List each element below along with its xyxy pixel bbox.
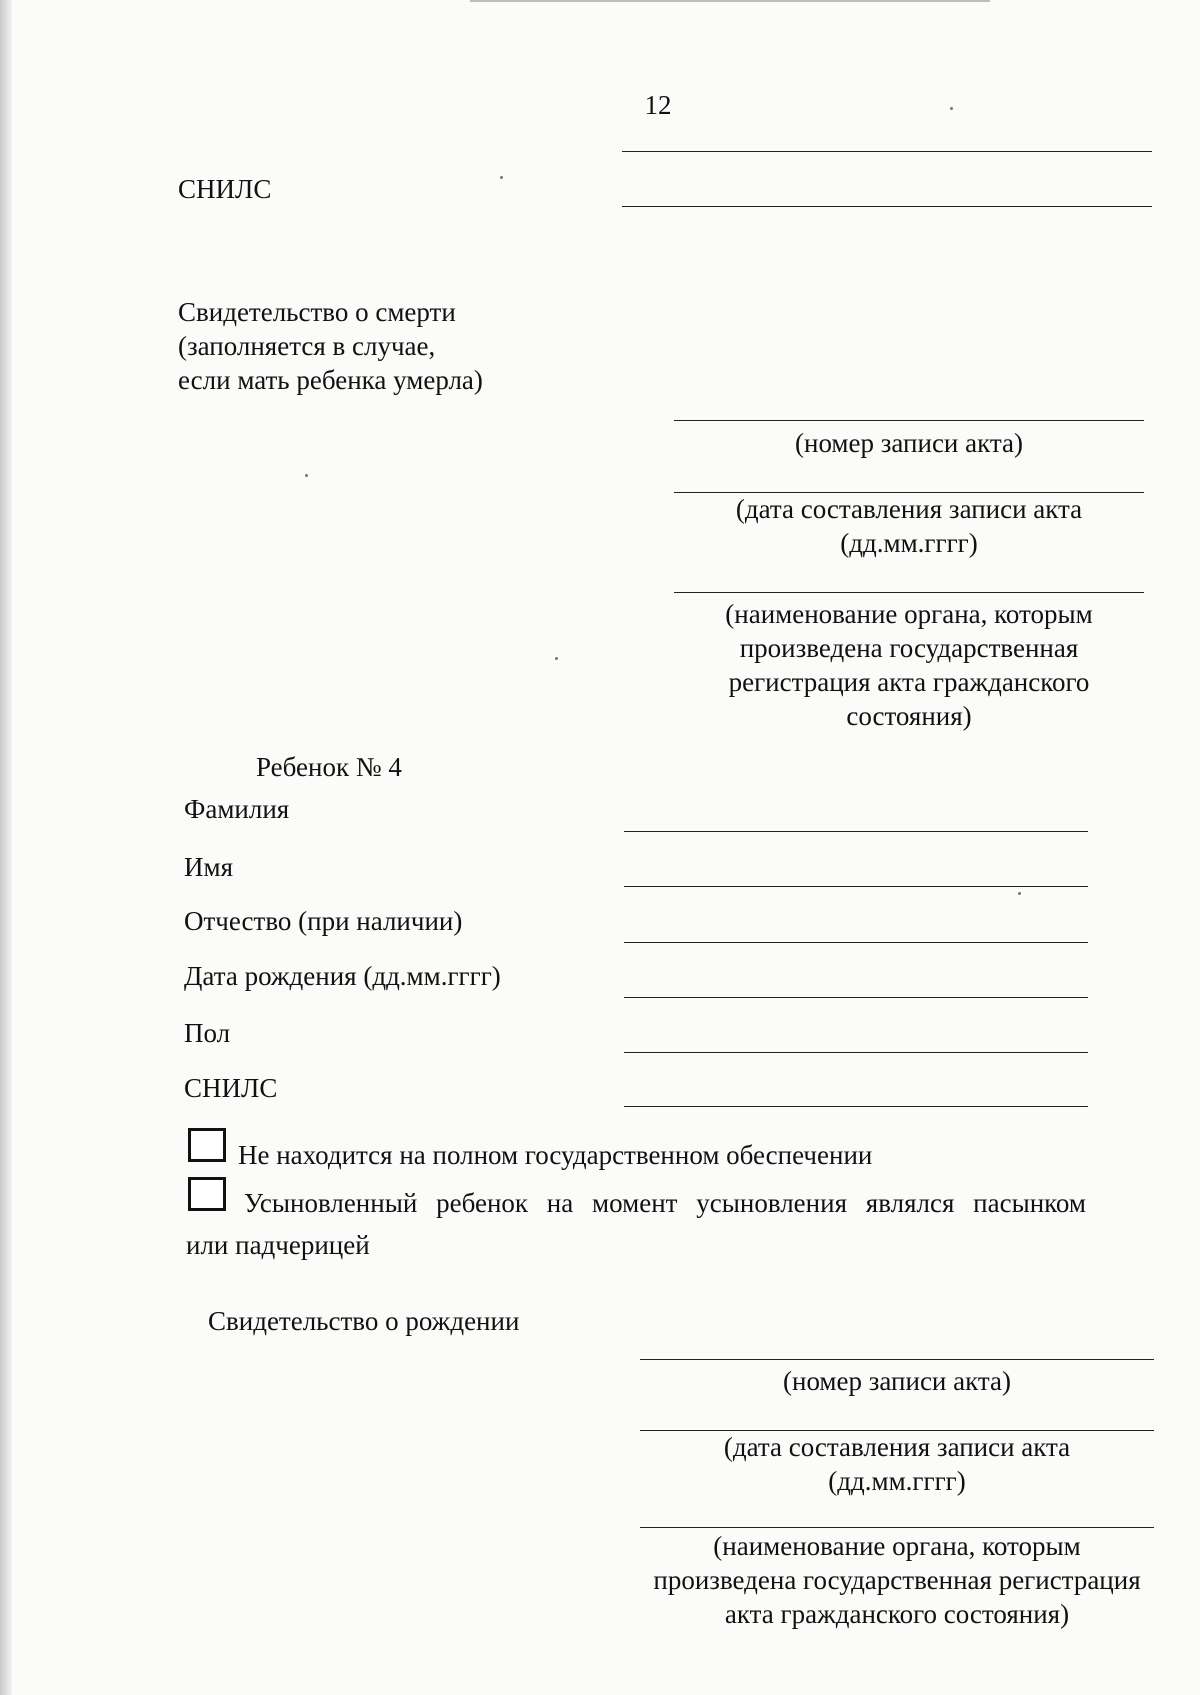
- child-name-field[interactable]: [624, 856, 1088, 887]
- adopted-stepchild-label-line-2: или падчерицей: [186, 1230, 370, 1260]
- scan-speck: [950, 107, 953, 110]
- birth-authority-field[interactable]: [640, 1497, 1154, 1528]
- child-birth-date-field[interactable]: [624, 967, 1088, 998]
- birth-record-number-field[interactable]: [640, 1329, 1154, 1360]
- adopted-stepchild-label-line-1: Усыновленный ребенок на момент усыновления являлся пасынком: [244, 1188, 1086, 1218]
- scan-top-line: [470, 0, 990, 2]
- death-certificate-label: Свидетельство о смерти (заполняется в случае, если мать ребенка умерла): [178, 297, 483, 395]
- child-snils-field[interactable]: [624, 1076, 1088, 1107]
- child-surname-label: Фамилия: [184, 794, 290, 824]
- child-surname-field[interactable]: [624, 801, 1088, 832]
- birth-record-number-caption: (номер записи акта): [783, 1366, 1011, 1396]
- death-record-date-field[interactable]: [674, 462, 1144, 493]
- scan-speck: [305, 474, 308, 477]
- child-name-label: Имя: [184, 852, 234, 882]
- death-record-date-caption: (дата составления записи акта (дд.мм.гггг): [735, 494, 1083, 558]
- death-record-number-field[interactable]: [674, 390, 1144, 421]
- child-sex-field[interactable]: [624, 1022, 1088, 1053]
- birth-record-date-caption: (дата составления записи акта (дд.мм.гггг): [723, 1432, 1071, 1496]
- birth-authority-caption: (наименование органа, которым произведена государственная регистрация акта гражданского состояния): [653, 1531, 1141, 1629]
- page-number: 12: [644, 90, 672, 120]
- scan-speck: [500, 176, 503, 179]
- child-sex-label: Пол: [184, 1018, 231, 1048]
- scan-edge-shadow: [0, 0, 12, 1695]
- death-authority-caption: (наименование органа, которым произведена государственная регистрация акта гражданского состояния): [725, 599, 1093, 731]
- child-heading: Ребенок № 4: [256, 752, 402, 782]
- child-patronymic-field[interactable]: [624, 912, 1088, 943]
- not-state-support-checkbox[interactable]: [188, 1128, 226, 1162]
- birth-certificate-label: Свидетельство о рождении: [208, 1306, 520, 1336]
- adopted-stepchild-checkbox[interactable]: [188, 1177, 226, 1211]
- death-record-number-caption: (номер записи акта): [795, 428, 1023, 458]
- scan-speck: [1018, 892, 1021, 895]
- death-authority-field[interactable]: [674, 562, 1144, 593]
- birth-record-date-field[interactable]: [640, 1400, 1154, 1431]
- mother-snils-label: СНИЛС: [178, 174, 272, 204]
- child-birth-date-label: Дата рождения (дд.мм.гггг): [184, 961, 501, 991]
- scan-speck: [555, 657, 558, 660]
- child-snils-label: СНИЛС: [184, 1073, 278, 1103]
- child-patronymic-label: Отчество (при наличии): [184, 906, 463, 936]
- mother-snils-field[interactable]: [622, 176, 1152, 207]
- mother-top-blank-field[interactable]: [622, 121, 1152, 152]
- not-state-support-label: Не находится на полном государственном обеспечении: [238, 1140, 873, 1170]
